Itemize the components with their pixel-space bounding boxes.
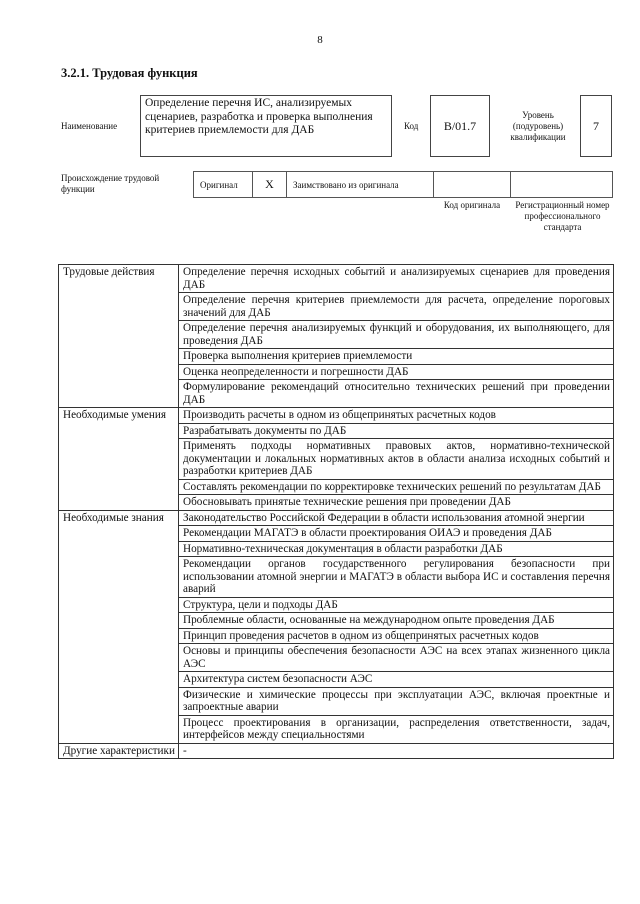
function-name-box: Определение перечня ИС, анализируемых сценариев, разработка и проверка выполнения критериев приемлемости для ДАБ bbox=[140, 95, 392, 157]
item-text: Нормативно-техническая документация в области разработки ДАБ bbox=[179, 541, 614, 557]
level-value: 7 bbox=[580, 95, 612, 157]
category-cell bbox=[59, 715, 179, 743]
category-label: Необходимые умения bbox=[59, 408, 179, 424]
category-cell bbox=[59, 644, 179, 672]
table-row bbox=[59, 321, 614, 349]
item-text: Производить расчеты в одном из общепринятых расчетных кодов bbox=[179, 408, 614, 424]
table-row bbox=[59, 687, 614, 715]
code-value: B/01.7 bbox=[430, 95, 490, 157]
category-cell bbox=[59, 597, 179, 613]
category-cell bbox=[59, 479, 179, 495]
item-text: - bbox=[179, 743, 614, 759]
reg-number-caption: Регистрационный номер профессионального стандарта bbox=[515, 200, 610, 232]
table-row bbox=[59, 349, 614, 365]
item-text: Разрабатывать документы по ДАБ bbox=[179, 423, 614, 439]
table-row bbox=[59, 495, 614, 511]
table-row bbox=[59, 510, 614, 526]
table-row bbox=[59, 293, 614, 321]
table-row bbox=[59, 628, 614, 644]
item-text: Рекомендации МАГАТЭ в области проектирования ОИАЭ и проведения ДАБ bbox=[179, 526, 614, 542]
item-text: Определение перечня исходных событий и анализируемых сценариев для проведения ДАБ bbox=[179, 265, 614, 293]
item-text: Принцип проведения расчетов в одном из общепринятых расчетных кодов bbox=[179, 628, 614, 644]
borrowed-label: Заимствовано из оригинала bbox=[286, 171, 434, 198]
category-cell bbox=[59, 613, 179, 629]
table-row bbox=[59, 557, 614, 598]
table-row bbox=[59, 541, 614, 557]
item-text: Формулирование рекомендаций относительно технических решений при проведении ДАБ bbox=[179, 380, 614, 408]
page-number: 8 bbox=[317, 34, 323, 46]
table-row bbox=[59, 439, 614, 480]
item-text: Архитектура систем безопасности АЭС bbox=[179, 672, 614, 688]
item-text: Структура, цели и подходы ДАБ bbox=[179, 597, 614, 613]
item-text: Проверка выполнения критериев приемлемости bbox=[179, 349, 614, 365]
function-details-table bbox=[58, 264, 614, 759]
category-cell bbox=[59, 321, 179, 349]
table-row bbox=[59, 644, 614, 672]
section-title: 3.2.1. Трудовая функция bbox=[61, 66, 198, 80]
item-text: Рекомендации органов государственного регулирования безопасности при использовании атомной энергии и МАГАТЭ в области выбора ИС и составления перечня аварий bbox=[179, 557, 614, 598]
original-mark: X bbox=[252, 171, 287, 198]
item-text: Процесс проектирования в организации, распределения ответственности, задач, интерфейсов между специальностями bbox=[179, 715, 614, 743]
category-cell bbox=[59, 423, 179, 439]
table-row bbox=[59, 597, 614, 613]
category-cell bbox=[59, 672, 179, 688]
category-cell bbox=[59, 349, 179, 365]
category-label: Трудовые действия bbox=[59, 265, 179, 293]
category-cell bbox=[59, 557, 179, 598]
category-cell bbox=[59, 687, 179, 715]
item-text: Оценка неопределенности и погрешности ДАБ bbox=[179, 364, 614, 380]
table-row bbox=[59, 613, 614, 629]
item-text: Обосновывать принятые технические решения при проведении ДАБ bbox=[179, 495, 614, 511]
original-label: Оригинал bbox=[193, 171, 253, 198]
name-label: Наименование bbox=[61, 121, 118, 131]
category-cell bbox=[59, 526, 179, 542]
item-text: Физические и химические процессы при эксплуатации АЭС, включая проектные и запроектные аварии bbox=[179, 687, 614, 715]
table-row bbox=[59, 380, 614, 408]
category-cell bbox=[59, 439, 179, 480]
table-row bbox=[59, 743, 614, 759]
table-row bbox=[59, 265, 614, 293]
category-cell bbox=[59, 364, 179, 380]
code-label: Код bbox=[404, 121, 419, 131]
item-text: Применять подходы нормативных правовых актов, нормативно-технической документации и локальных нормативных актов в области анализа исходных событий и разработки критериев ДАБ bbox=[179, 439, 614, 480]
item-text: Составлять рекомендации по корректировке технических решений по результатам ДАБ bbox=[179, 479, 614, 495]
category-label: Необходимые знания bbox=[59, 510, 179, 526]
category-cell bbox=[59, 541, 179, 557]
category-cell bbox=[59, 628, 179, 644]
table-row bbox=[59, 364, 614, 380]
table-row bbox=[59, 423, 614, 439]
item-text: Основы и принципы обеспечения безопасности АЭС на всех этапах жизненного цикла АЭС bbox=[179, 644, 614, 672]
origin-code-caption: Код оригинала bbox=[443, 200, 501, 210]
category-cell bbox=[59, 495, 179, 511]
category-label: Другие характеристики bbox=[59, 743, 179, 759]
table-row bbox=[59, 672, 614, 688]
origin-label: Происхождение трудовой функции bbox=[61, 173, 160, 194]
table-row bbox=[59, 715, 614, 743]
item-text: Проблемные области, основанные на международном опыте проведения ДАБ bbox=[179, 613, 614, 629]
reg-number-cell bbox=[510, 171, 613, 198]
table-row bbox=[59, 479, 614, 495]
level-label: Уровень (подуровень) квалификации bbox=[510, 110, 566, 142]
category-cell bbox=[59, 380, 179, 408]
item-text: Определение перечня критериев приемлемости для расчета, определение пороговых значений для ДАБ bbox=[179, 293, 614, 321]
table-row bbox=[59, 526, 614, 542]
table-row bbox=[59, 408, 614, 424]
item-text: Законодательство Российской Федерации в области использования атомной энергии bbox=[179, 510, 614, 526]
category-cell bbox=[59, 293, 179, 321]
item-text: Определение перечня анализируемых функций и оборудования, их выполняющего, для проведения ДАБ bbox=[179, 321, 614, 349]
origin-code-cell bbox=[433, 171, 511, 198]
